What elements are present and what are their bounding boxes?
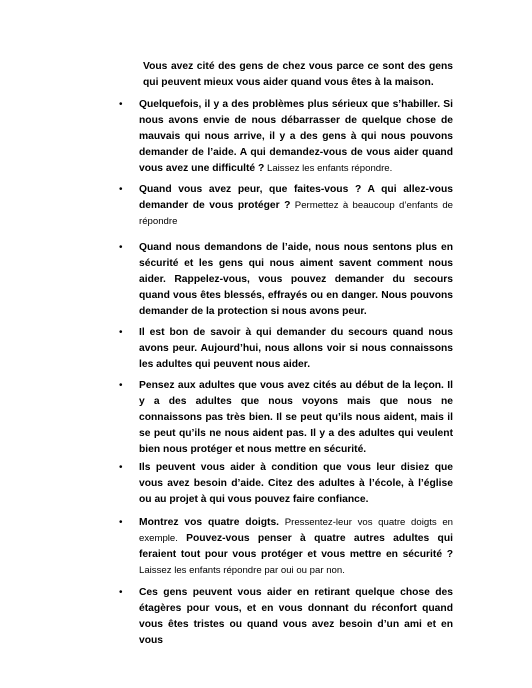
- list-item-bold: Quand vous avez peur, que faites-vous ? A qui allez-vous demander de vous protéger ?: [139, 184, 453, 211]
- list-item-text: [139, 585, 453, 649]
- list-item: [119, 182, 453, 230]
- list-item: [119, 240, 453, 320]
- list-item-bold: Montrez vos quatre doigts.: [139, 517, 280, 528]
- bullet-icon: •: [119, 242, 123, 253]
- bullet-icon: •: [119, 99, 123, 110]
- list-item-text: [139, 460, 453, 508]
- list-item-bold: Ils peuvent vous aider à condition que vous leur disiez que vous avez besoin d’aide. Citez des adultes à l’école, à l’église ou au projet à qui vous pouvez faire confiance.: [139, 462, 453, 505]
- list-item-bold: Pouvez-vous penser à quatre autres adultes qui feraient tout pour vous protéger et vous mettre en sécurité ?: [139, 533, 453, 560]
- bullet-icon: •: [119, 462, 123, 473]
- list-item-bold: Il est bon de savoir à qui demander du secours quand nous avons peur. Aujourd’hui, nous allons voir si nous connaissons les adultes qui peuvent nous aider.: [139, 327, 453, 370]
- list-item: [119, 585, 453, 649]
- list-item: [119, 325, 453, 373]
- list-item: [119, 515, 453, 579]
- list-item-text: [139, 515, 453, 579]
- list-item-normal: Laissez les enfants répondre par oui ou par non.: [139, 565, 345, 576]
- list-item-bold: Quand nous demandons de l’aide, nous nous sentons plus en sécurité et les gens qui nous aiment savent comment nous aider. Rappelez-vous, vous pouvez demander du secours quand vous êtes blessés, effrayés ou en danger. Nous pouvons demander de la protection si nous avons peur.: [139, 242, 453, 317]
- list-item: [119, 97, 453, 177]
- bullet-icon: •: [119, 517, 123, 528]
- intro-paragraph: Vous avez cité des gens de chez vous parce ce sont des gens qui peuvent mieux vous aider quand vous êtes à la maison.: [143, 61, 453, 88]
- list-item-bold: Quelquefois, il y a des problèmes plus sérieux que s’habiller. Si nous avons envie de nous débarrasser de quelque chose de mauvais qui nous arrive, il y a des gens à qui nous pouvons demander de l’aide. A qui demandez-vous de vous aider quand vous avez une difficulté ?: [139, 99, 453, 174]
- bullet-icon: •: [119, 380, 123, 391]
- list-item: [119, 460, 453, 508]
- list-item-text: [139, 97, 453, 177]
- list-item-bold: Pensez aux adultes que vous avez cités au début de la leçon. Il y a des adultes que nous voyons mais que nous ne connaissons pas très bien. Il se peut qu’ils nous aident, mais il se peut qu’ils ne nous aident pas. Il y a des adultes qui veulent bien nous protéger et nous mettre en sécurité.: [139, 380, 453, 455]
- list-item-normal: Pressentez-leur vos quatre doigts en exemple.: [139, 517, 454, 544]
- bullet-icon: •: [119, 327, 123, 338]
- list-item-text: [139, 325, 453, 373]
- list-item-text: [139, 240, 453, 320]
- list-item-normal: Permettez à beaucoup d’enfants de répondre: [139, 200, 453, 227]
- bullet-icon: •: [119, 184, 123, 195]
- list-item-bold: Ces gens peuvent vous aider en retirant quelque chose des étagères pour vous, et en vous donnant du réconfort quand vous êtes tristes ou quand vous avez besoin d’un ami et en vous: [139, 587, 453, 646]
- bullet-icon: •: [119, 587, 123, 598]
- list-item: [119, 378, 453, 458]
- list-item-normal: Laissez les enfants répondre.: [264, 163, 393, 174]
- list-item-text: [139, 182, 453, 230]
- list-item-text: [139, 378, 453, 458]
